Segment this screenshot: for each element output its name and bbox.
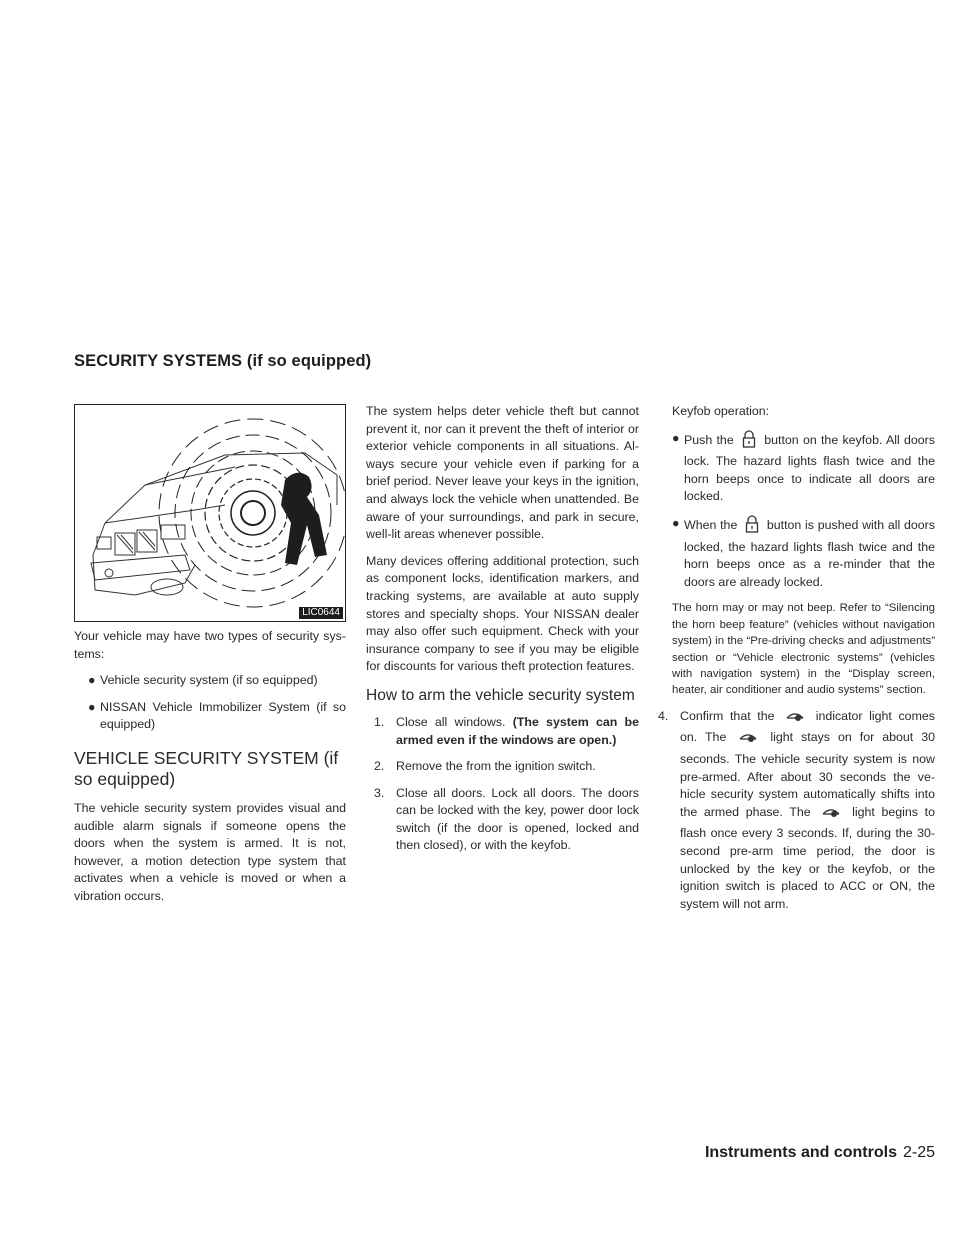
step-3: 3. Close all doors. Lock all doors. The doors can be locked with the key, power door lock switch (if the door is opened, locked and then closed), or with the keyfob. [374, 785, 639, 853]
security-indicator-icon [821, 808, 841, 826]
step-4: 4. Confirm that the indicator light comes on. The light stays on for about 30 seconds. The vehicle security system is now pre-armed. After about 30 seconds the ve-hicle security system automatically shifts into the armed phase. The light begins to flash once every 3 seconds. If, during the 30-second pre-arm time period, the door is unlocked by the key or the keyfob, or the ignition switch is placed to ACC or ON, the system will not arm. [658, 708, 935, 911]
list-item: ● When the button is pushed with all doors locked, the hazard lights flash twice and the horn beeps once as a re-minder that the doors are already locked. [672, 515, 936, 589]
security-indicator-icon [785, 712, 805, 730]
paragraph: The vehicle security system provides visual and audible alarm signals if someone opens the doors when the system is armed. It is not, however, a motion detection type system that activates when a vehicle is moved or when a vibration occurs. [74, 800, 346, 903]
figure-label: LIC0644 [299, 607, 343, 619]
subsection-heading: How to arm the vehicle security system [366, 686, 635, 704]
horn-note: The horn may or may not beep. Refer to “Silencing the horn beep feature” (vehicles without navigation system) in the “Pre-driving checks and adjustments” section or “Vehicle electronic systems” (vehicles with navigation system) in the “Display screen, heater, air conditioner and audio systems” section. [672, 602, 935, 697]
list-item: ● NISSAN Vehicle Immobilizer System (if so equipped) [88, 699, 346, 732]
lock-icon [742, 430, 756, 454]
page-footer [705, 1144, 935, 1162]
vehicle-security-illustration [74, 404, 346, 622]
paragraph: Many devices offering additional protection, such as component locks, identification markers, and tracking systems, are available at auto supply stores and specialty shops. Your NISSAN dealer may also offer such equipment. Check with your insurance company to see if you may be eligible for discounts for various theft protection features. [366, 553, 639, 674]
footer-section: Instruments and controls [704, 1144, 897, 1161]
page-number: 2-25 [902, 1144, 935, 1161]
step-2: 2. Remove the from the ignition switch. [374, 759, 596, 774]
paragraph: The system helps deter vehicle theft but cannot prevent it, nor can it prevent the theft of interior or exterior vehicle components in all situations. Al-ways secure your vehicle even if parking for a brief period. Never leave your keys in the ignition, and always lock the vehicle when unattended. Be aware of your surroundings, and park in secure, well-lit areas whenever possible. [366, 404, 639, 542]
list-item: ● Push the button on the keyfob. All doors lock. The hazard lights flash twice and the horn beeps once to indicate all doors are locked. [672, 430, 935, 504]
column-1 [74, 628, 346, 915]
section-heading: VEHICLE SECURITY SYSTEM (if so equipped) [74, 747, 339, 789]
list-item: ● Vehicle security system (if so equipped) [88, 673, 318, 688]
column-3 [658, 403, 935, 922]
keyfob-label: Keyfob operation: [672, 404, 770, 418]
security-indicator-icon [738, 733, 758, 751]
truck-alarm-drawing [75, 405, 345, 621]
step-1: 1. Close all windows. (The system can be armed even if the windows are open.) [374, 714, 639, 747]
lock-icon [745, 515, 759, 539]
intro-text: Your vehicle may have two types of security sys-tems: [74, 629, 346, 661]
column-2 [366, 403, 639, 864]
section-title: SECURITY SYSTEMS (if so equipped) [74, 352, 372, 370]
